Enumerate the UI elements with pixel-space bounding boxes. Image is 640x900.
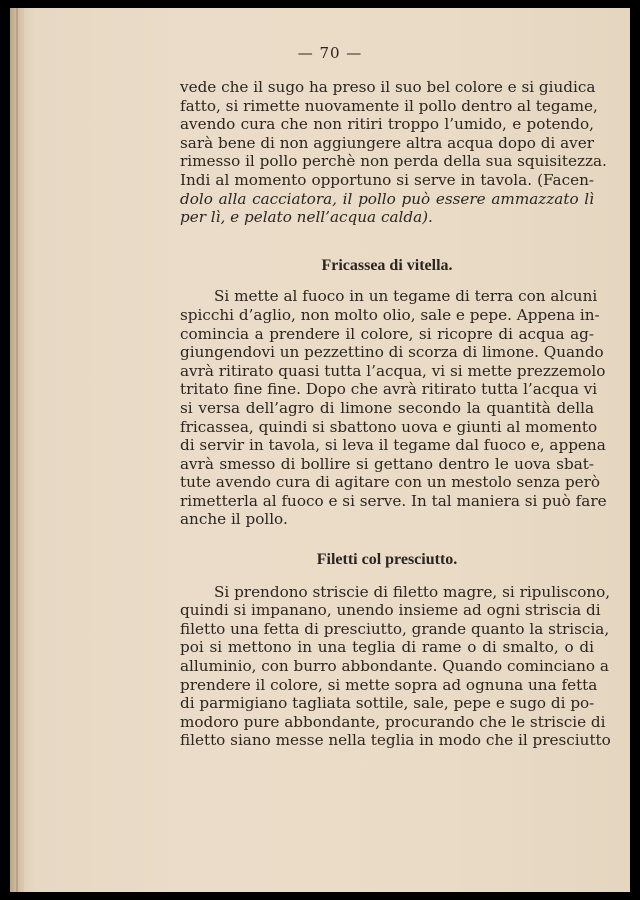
text-line: di parmigiano tagliata sottile, sale, pepe e sugo di po-	[180, 694, 595, 713]
text-line: tute avendo cura di agitare con un mestolo senza però	[180, 473, 601, 492]
text-line: poi si mettono in una teglia di rame o di smalto, o di	[180, 638, 594, 657]
text-line: avrà smesso di bollire si gettano dentro le uova sbat-	[180, 454, 594, 473]
text-line: rimetterla al fuoco e si serve. In tal maniera si può fare	[180, 491, 607, 510]
text-line: di servir in tavola, si leva il tegame dal fuoco e, appena	[180, 436, 606, 455]
text-line: vede che il sugo ha preso il suo bel colore e si giudica	[180, 78, 596, 96]
text-line: sarà bene di non aggiungere altra acqua dopo di aver	[180, 133, 594, 152]
text-line: fatto, si rimette nuovamente il pollo dentro al tegame,	[180, 96, 598, 115]
page-body	[180, 78, 611, 750]
text-line: tritato fine fine. Dopo che avrà ritirato tutta l’acqua vi	[180, 380, 598, 399]
text-line-italic: dolo alla cacciatora, il pollo può essere ammazzato lì	[180, 189, 594, 208]
book-page	[10, 8, 630, 892]
text-line: fricassea, quindi si sbattono uova e giunti al momento	[180, 417, 598, 436]
text-line: alluminio, con burro abbondante. Quando cominciano a	[180, 657, 609, 676]
text-line: giungendovi un pezzettino di scorza di limone. Quando	[180, 343, 604, 362]
text-line: quindi si impanano, unendo insieme ad ogni striscia di	[180, 601, 601, 620]
section-heading-filetti: Filetti col presciutto.	[316, 551, 458, 569]
text-line: Indi al momento opportuno si serve in tavola. (Facen-	[180, 170, 594, 189]
text-line: rimesso il pollo perchè non perda della sua squisitezza.	[180, 152, 607, 171]
text-line: Si mette al fuoco in un tegame di terra con alcuni	[214, 287, 598, 306]
text-line: filetto una fetta di presciutto, grande quanto la striscia,	[180, 619, 610, 638]
text-line: filetto siano messe nella teglia in modo che il presciutto	[180, 731, 611, 750]
text-line: modoro pure abbondante, procurando che le striscie di	[180, 712, 606, 731]
page-number: — 70 —	[297, 44, 363, 62]
text-line: comincia a prendere il colore, si ricopre di acqua ag-	[180, 324, 594, 343]
text-line: avrà ritirato quasi tutta l’acqua, vi si mette prezzemolo	[180, 361, 606, 380]
section-heading-fricassea: Fricassea di vitella.	[321, 256, 453, 274]
text-line: anche il pollo.	[180, 510, 288, 529]
text-line: spicchi d’aglio, non molto olio, sale e pepe. Appena in-	[180, 305, 600, 324]
text-line-italic: per lì, e pelato nell’acqua calda).	[180, 208, 433, 227]
text-line: si versa dell’agro di limone secondo la quantità della	[180, 398, 594, 417]
text-line: prendere il colore, si mette sopra ad ognuna una fetta	[180, 675, 598, 694]
text-line: avendo cura che non ritiri troppo l’umido, e potendo,	[180, 115, 594, 134]
spine-line	[16, 8, 18, 892]
text-line: Si prendono striscie di filetto magre, si ripuliscono,	[214, 582, 611, 601]
